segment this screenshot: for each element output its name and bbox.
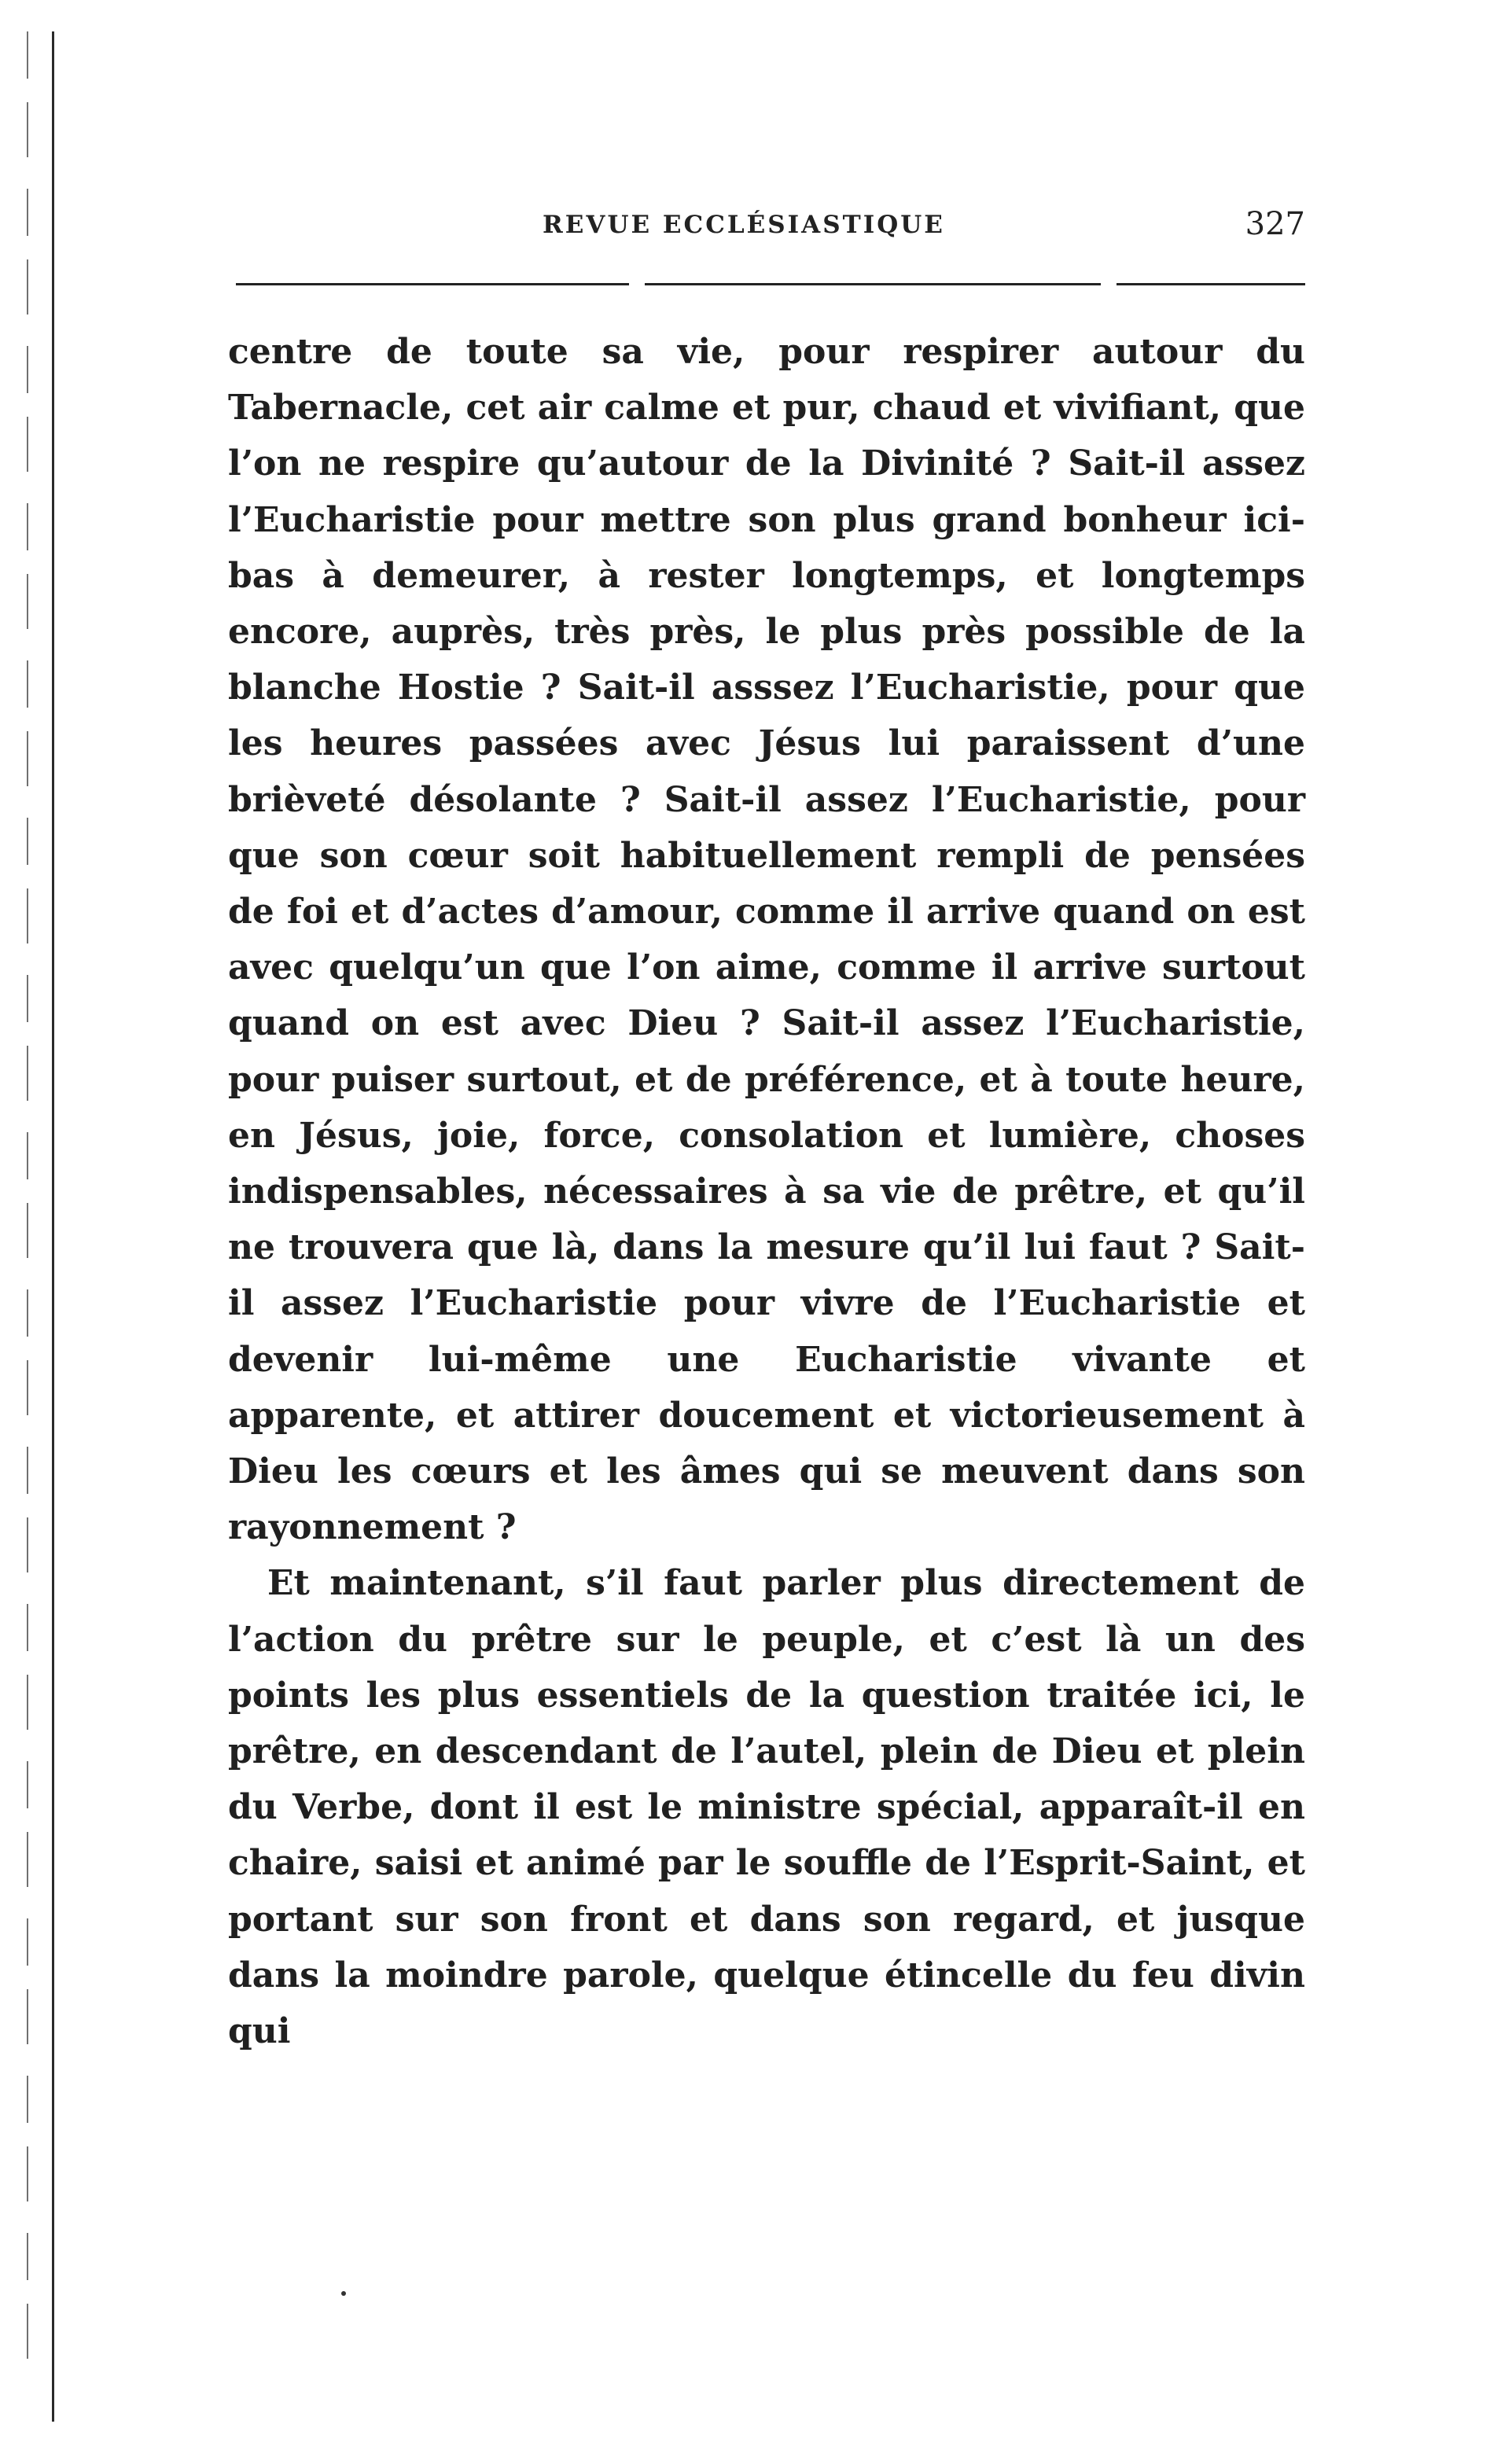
- binding-edge-shadow: [27, 31, 28, 2359]
- header-rule: [236, 283, 1305, 285]
- paragraph-continued: centre de toute sa vie, pour respirer autour du Tabernacle, cet air calme et pur, chaud et vivifiant, que l’on ne respire qu’autour de la Divinité ? Sait-il assez l’Eucharistie pour mettre son plus grand bonheur ici-bas à demeurer, à rester longtemps, et longtemps encore, auprès, très près, le plus près possible de la blanche Hostie ? Sait-il asssez l’Eucharistie, pour que les heures passées avec Jésus lui paraissent d’une brièveté désolante ? Sait-il assez l’Eucharistie, pour que son cœur soit habituellement rempli de pensées de foi et d’actes d’amour, comme il arrive quand on est avec quelqu’un que l’on aime, comme il arrive surtout quand on est avec Dieu ? Sait-il assez l’Eucharistie, pour puiser surtout, et de préférence, et à toute heure, en Jésus, joie, force, consolation et lumière, choses indispensables, nécessaires à sa vie de prêtre, et qu’il ne trouvera que là, dans la mesure qu’il lui faut ? Sait-il assez l’Eucharistie pour vivre de l’Eucharistie et devenir lui-même une Eucharistie vivante et apparente, et attirer doucement et victorieusement à Dieu les cœurs et les âmes qui se meuvent dans son rayonnement ?: [228, 332, 1305, 1548]
- page-header: [228, 206, 1305, 253]
- ink-speck: [341, 2291, 346, 2296]
- paragraph: Et maintenant, s’il faut parler plus directement de l’action du prêtre sur le peuple, et c’est là un des points les plus essentiels de la question traitée ici, le prêtre, en descendant de l’autel, plein de Dieu et plein du Verbe, dont il est le ministre spécial, apparaît-il en chaire, saisi et animé par le souffle de l’Esprit-Saint, et portant sur son front et dans son regard, et jusque dans la moindre parole, quelque étincelle du feu divin qui: [228, 1563, 1305, 2052]
- running-head: REVUE ECCLÉSIASTIQUE: [543, 211, 945, 239]
- body-text: [228, 324, 1305, 2059]
- binding-edge: [52, 31, 54, 2422]
- page-number: 327: [1245, 206, 1305, 242]
